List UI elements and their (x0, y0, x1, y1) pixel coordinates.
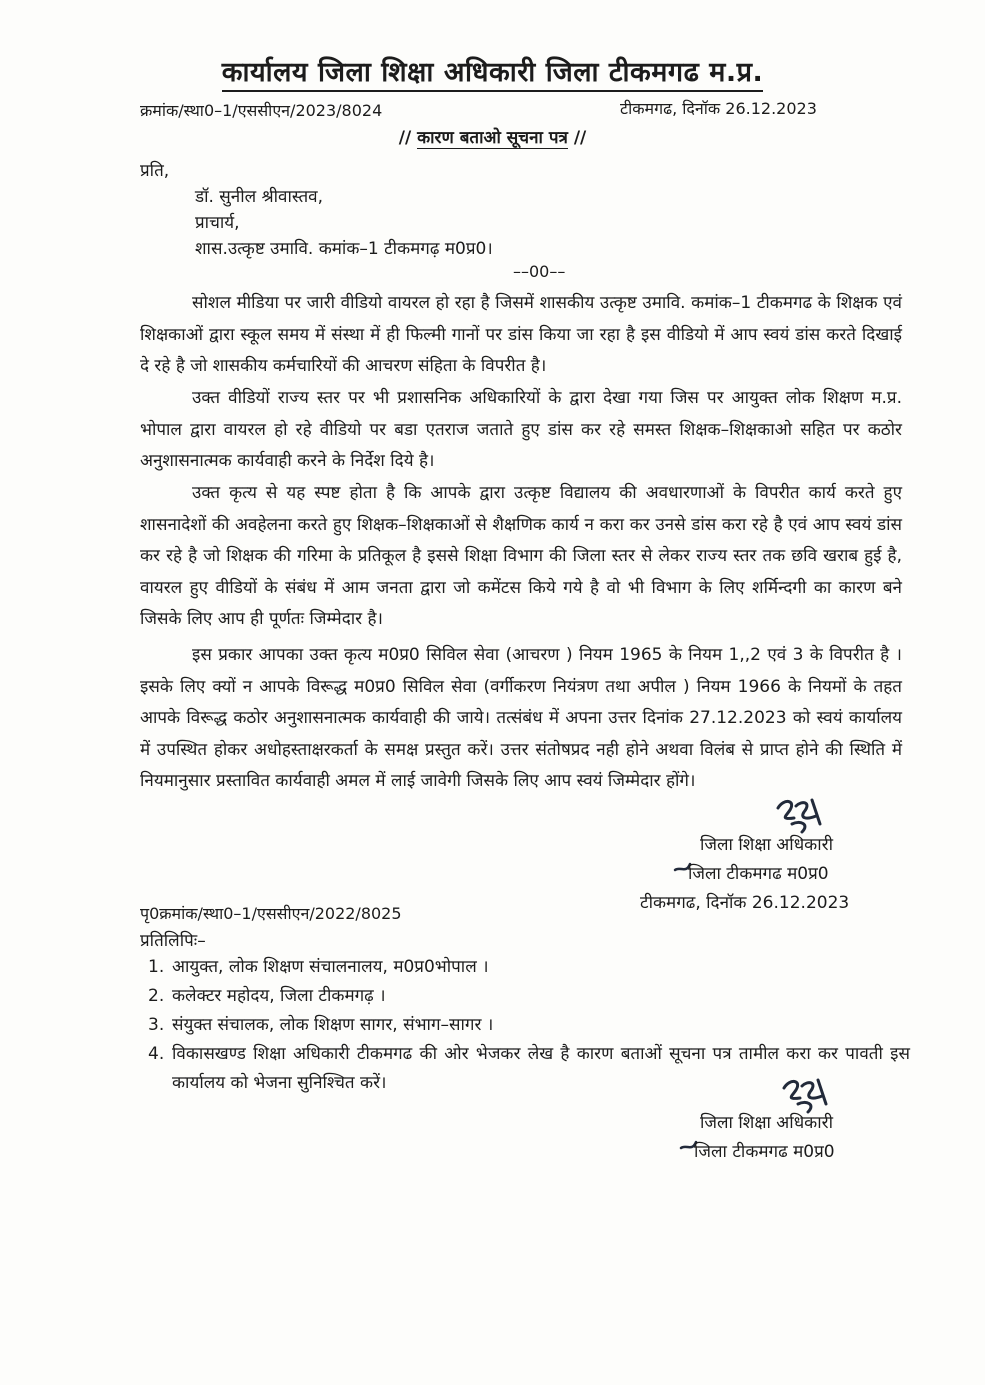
reference-number: क्रमांक/स्था0–1/एससीएन/2023/8024 (140, 101, 383, 120)
signature1-place-date: टीकमगढ, दिनॉक 26.12.2023 (640, 893, 850, 913)
body-paragraph-3: उक्त कृत्य से यह स्पष्ट होता है कि आपके द्वारा उत्कृष्ट विद्यालय की अवधारणाओं के विपरीत कार्य करते हुए शासनादेशों की अवहेलना करते हुए शिक्षक–शिक्षकाओं से शैक्षणिक कार्य न करा कर उनसे डांस करा रहे है एवं आप स्वयं डांस कर रहे है जो शिक्षक की गरिमा के प्रतिकूल है इससे शिक्षा विभाग की जिला स्तर से लेकर राज्य स्तर तक छवि खराब हुई है, वायरल हुए वीडियों के संबंध में आम जनता द्वारा जो कमेंटस किये गये है वो भी विभाग के लिए शर्मिन्दगी का कारण बने जिसके लिए आप ही पूर्णतः जिम्मेदार है। (140, 483, 902, 629)
copy-label: प्रतिलिपिः– (140, 931, 206, 951)
salutation: प्रति, (140, 161, 170, 181)
signature1-title: जिला शिक्षा अधिकारी (700, 835, 833, 855)
body-paragraph-1: सोशल मीडिया पर जारी वीडियो वायरल हो रहा है जिसमें शासकीय उत्कृष्ट उमावि. कमांक–1 टीकमगढ के शिक्षक एवं शिक्षकाओं द्वारा स्कूल समय में संस्था में ही फिल्मी गानों पर डांस किया जा रहा है इस वीडियो में आप स्वयं डांस करते दिखाई दे रहे है जो शासकीय कर्मचारियों की आचरण संहिता के विपरीत है। (140, 293, 902, 376)
office-title: कार्यालय जिला शिक्षा अधिकारी जिला टीकमगढ म.प्र. (0, 52, 985, 89)
separator: ––00–– (513, 262, 566, 281)
subject-text: कारण बताओ सूचना पत्र (417, 128, 568, 148)
signature1-district: जिला टीकमगढ म0प्र0 (688, 864, 829, 884)
body-paragraph-2: उक्त वीडियों राज्य स्तर पर भी प्रशासनिक अधिकारियों के द्वारा देखा गया जिस पर आयुक्त लोक शिक्षण म.प्र. भोपाल द्वारा वायरल हो रहे वीडियो पर बडा एतराज जताते हुए डांस कर रहे समस्त शिक्षक–शिक्षकाओ सहित पर कठोर अनुशासनात्मक कार्यवाही करने के निर्देश दिये है। (140, 388, 902, 471)
signature2-title: जिला शिक्षा अधिकारी (700, 1113, 833, 1133)
body-paragraph-4: इस प्रकार आपका उक्त कृत्य म0प्र0 सिविल सेवा (आचरण ) नियम 1965 के नियम 1,,2 एवं 3 के विपरीत है । इसके लिए क्यों न आपके विरूद्ध म0प्र0 सिविल सेवा (वर्गीकरण नियंत्रण तथा अपील ) नियम 1966 के नियमों के तहत आपके विरूद्ध कठोर अनुशासनात्मक कार्यवाही की जाये। तत्संबंध में अपना उत्तर दिनांक 27.12.2023 को स्वयं कार्यालय में उपस्थित होकर अधोहस्ताक्षरकर्ता के समक्ष प्रस्तुत करें। उत्तर संतोषप्रद नही होने अथवा विलंब से प्राप्त होने की स्थिति में नियमानुसार प्रस्तावित कार्यवाही अमल में लाई जावेगी जिसके लिए आप स्वयं जिम्मेदार होंगे। (140, 645, 902, 791)
list-item: 4. विकासखण्ड शिक्षा अधिकारी टीकमगढ की ओर भेजकर लेख है कारण बताओं सूचना पत्र तामील करा कर पावती इस कार्यालय को भेजना सुनिश्चित करें। (148, 1044, 910, 1093)
subject-line: // कारण बताओ सूचना पत्र // (398, 128, 587, 148)
list-item: 2. कलेक्टर महोदय, जिला टीकमगढ़ । (148, 986, 386, 1006)
recipient-institution: शास.उत्कृष्ट उमावि. कमांक–1 टीकमगढ़ म0प्र0। (195, 239, 493, 259)
list-item: 3. संयुक्त संचालक, लोक शिक्षण सागर, संभाग–सागर । (148, 1015, 494, 1035)
copy-reference-number: पृ0क्रमांक/स्था0–1/एससीएन/2022/8025 (140, 904, 402, 923)
signature2-district: जिला टीकमगढ म0प्र0 (694, 1142, 835, 1162)
recipient-designation: प्राचार्य, (195, 213, 240, 233)
list-item: 1. आयुक्त, लोक शिक्षण संचालनालय, म0प्र0भोपाल । (148, 957, 489, 977)
signature-mark-icon (772, 794, 832, 836)
place-date: टीकमगढ, दिनॉक 26.12.2023 (620, 99, 817, 118)
recipient-name: डॉ. सुनील श्रीवास्तव, (195, 187, 324, 207)
